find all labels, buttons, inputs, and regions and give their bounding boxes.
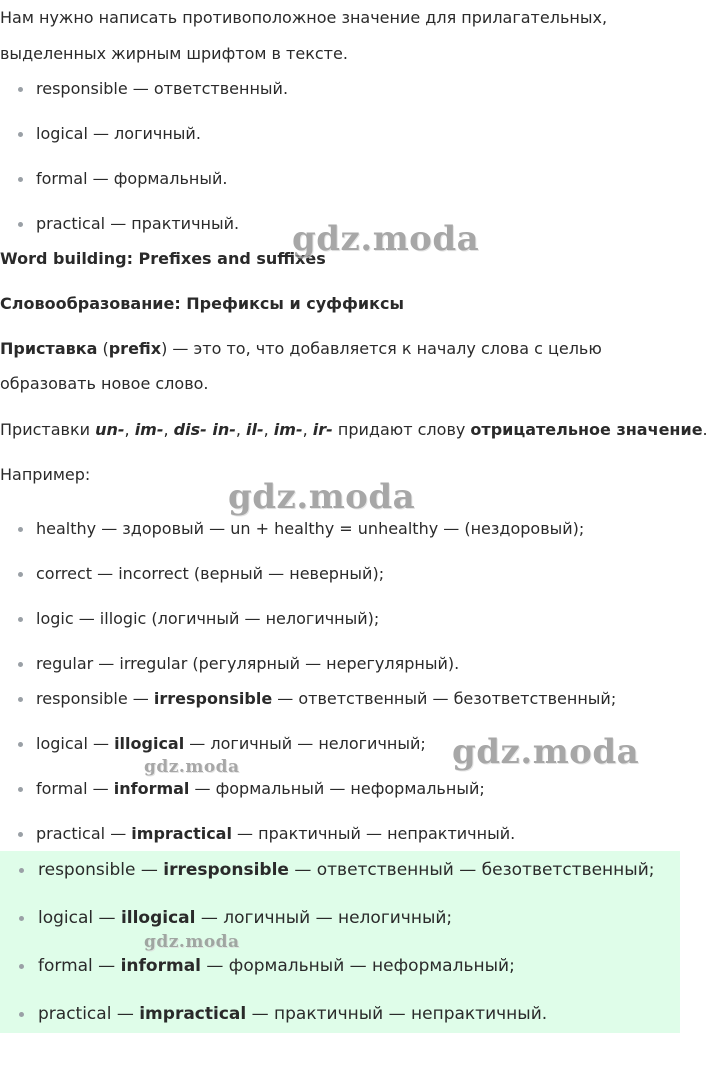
prefix-un: un- [95, 420, 125, 439]
intro-line-1: Нам нужно написать противоположное значение для прилагательных, [0, 8, 608, 27]
text: придают слову [332, 420, 471, 439]
prefix-im-2: im- [273, 420, 303, 439]
text: — логичный — нелогичный; [184, 734, 426, 753]
antonym: illogical [120, 908, 196, 928]
list-item: healthy — здоровый — un + healthy = unhealthy — (нездоровый); [36, 519, 585, 538]
heading-slovoobrazovanie: Словообразование: Префиксы и суффиксы [0, 294, 404, 313]
watermark-logo: gdz.moda [144, 757, 240, 777]
bullet [18, 132, 23, 137]
text: , [263, 420, 274, 439]
watermark-logo: gdz.moda [144, 932, 240, 952]
watermark-logo: gdz.moda [452, 732, 640, 772]
bullet [18, 697, 23, 702]
antonym: irresponsible [163, 860, 289, 880]
prefix-im: im- [134, 420, 164, 439]
text: responsible — [36, 689, 154, 708]
bullet [18, 617, 23, 622]
bullet [18, 787, 23, 792]
antonym: irresponsible [153, 689, 273, 708]
text: — ответственный — безответственный; [288, 860, 655, 880]
list-item: regular — irregular (регулярный — нерегулярный). [36, 654, 460, 673]
example-label: Например: [0, 465, 91, 484]
list-item [36, 689, 616, 709]
heading-word-building: Word building: Prefixes and suffixes [0, 249, 326, 268]
text: — практичный — непрактичный. [246, 1004, 548, 1024]
text: practical — [38, 1004, 140, 1024]
prefix-il: il- [246, 420, 264, 439]
term-prefix: prefix [108, 339, 162, 358]
text: , [163, 420, 174, 439]
prefixes-sentence [0, 420, 708, 440]
bullet [18, 527, 23, 532]
text: — формальный — неформальный; [201, 956, 515, 976]
prefix-ir: ir- [312, 420, 333, 439]
bullet [19, 1012, 24, 1017]
antonym: informal [120, 956, 201, 976]
watermark-logo: gdz.moda [292, 219, 480, 259]
text: formal — [36, 779, 114, 798]
text: responsible — [38, 860, 164, 880]
bullet [19, 868, 24, 873]
bullet [19, 916, 24, 921]
answer-item [38, 907, 452, 929]
bullet [19, 964, 24, 969]
prefix-definition-line-1 [0, 339, 602, 359]
text: formal — [38, 956, 121, 976]
bullet [18, 177, 23, 182]
answer-item [38, 955, 515, 977]
antonym: impractical [139, 1004, 247, 1024]
list-item: practical — практичный. [36, 214, 240, 233]
list-item: logic — illogic (логичный — нелогичный); [36, 609, 380, 628]
list-item: formal — формальный. [36, 169, 228, 188]
antonym: illogical [114, 734, 185, 753]
text: — практичный — непрактичный. [231, 824, 516, 843]
text: — формальный — неформальный; [189, 779, 485, 798]
text: logical — [36, 734, 115, 753]
bullet [18, 742, 23, 747]
answer-item [38, 1003, 547, 1025]
term-pristavka: Приставка [0, 339, 98, 358]
antonym: informal [113, 779, 190, 798]
list-item: responsible — ответственный. [36, 79, 289, 98]
bullet [18, 87, 23, 92]
antonym: impractical [131, 824, 232, 843]
bullet [18, 222, 23, 227]
text: Приставки [0, 420, 96, 439]
text: . [702, 420, 708, 439]
text: , [235, 420, 247, 439]
text: — логичный — нелогичный; [195, 908, 453, 928]
text: practical — [36, 824, 132, 843]
prefix-definition-line-2: образовать новое слово. [0, 374, 209, 393]
list-item: logical — логичный. [36, 124, 201, 143]
text: ) — это то, что добавляется к началу слова с целью [161, 339, 602, 358]
list-item [36, 824, 515, 844]
prefix-dis-in: dis- in- [173, 420, 236, 439]
text: , [302, 420, 313, 439]
text: logical — [38, 908, 121, 928]
answer-item [38, 859, 655, 881]
text: ( [97, 339, 109, 358]
text: , [124, 420, 135, 439]
list-item [36, 779, 485, 799]
negative-meaning: отрицательное значение [470, 420, 703, 439]
bullet [18, 832, 23, 837]
bullet [18, 572, 23, 577]
list-item [36, 734, 426, 754]
watermark-logo: gdz.moda [228, 477, 416, 517]
intro-line-2: выделенных жирным шрифтом в тексте. [0, 44, 348, 63]
list-item: correct — incorrect (верный — неверный); [36, 564, 385, 583]
bullet [18, 662, 23, 667]
text: — ответственный — безответственный; [272, 689, 617, 708]
